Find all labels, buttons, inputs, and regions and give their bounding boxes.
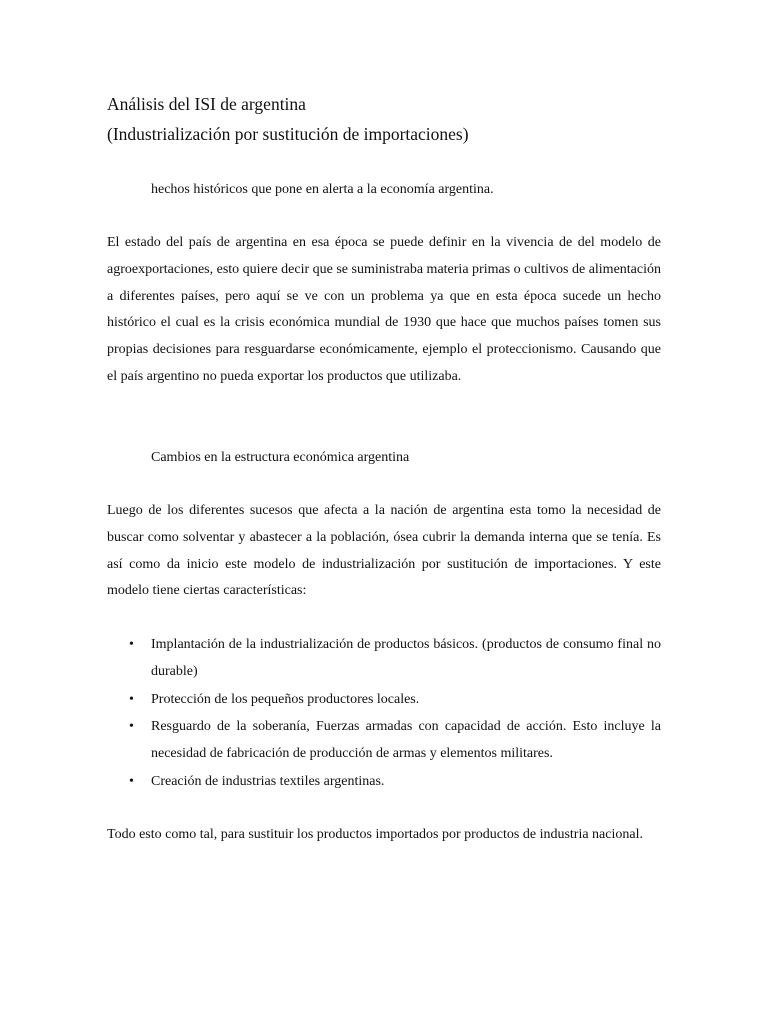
paragraph-economic-changes: Luego de los diferentes sucesos que afecta a la nación de argentina esta tomo la necesidad de buscar como solventar y abastecer a la población, ósea cubrir la demanda interna que se tenía. Es así como da inicio este modelo de industrialización por sustitución de importaciones. Y este modelo tiene ciertas características: <box>107 503 661 599</box>
document-title: Análisis del ISI de argentina <box>107 94 306 114</box>
list-item <box>107 769 661 796</box>
list-item <box>107 632 661 686</box>
list-item <box>107 714 661 768</box>
list-item-text: Creación de industrias textiles argentinas. <box>151 773 385 789</box>
bullet-icon: • <box>129 773 134 789</box>
list-item-text: Implantación de la industrialización de productos básicos. (productos de consumo final no durable) <box>151 637 661 679</box>
list-item <box>107 687 661 714</box>
section-heading-historical-events: hechos históricos que pone en alerta a la economía argentina. <box>151 182 494 197</box>
characteristics-list <box>107 632 661 797</box>
bullet-icon: • <box>129 637 134 652</box>
bullet-icon: • <box>129 719 134 735</box>
section-heading-economic-changes: Cambios en la estructura económica argentina <box>151 450 410 465</box>
paragraph-historical-context: El estado del país de argentina en esa época se puede definir en la vivencia de del modelo de agroexportaciones, esto quiere decir que se suministraba materia primas o cultivos de alimentación a diferentes países, pero aquí se ve con un problema ya que en esta época sucede un hecho histórico el cual es la crisis económica mundial de 1930 que hace que muchos países tomen sus propias decisiones para resguardarse económicamente, ejemplo el proteccionismo. Causando que el país argentino no pueda exportar los productos que utilizaba. <box>107 235 661 384</box>
bullet-icon: • <box>129 691 134 707</box>
list-item-text: Protección de los pequeños productores locales. <box>151 691 420 707</box>
document-subtitle: (Industrialización por sustitución de importaciones) <box>107 124 469 144</box>
paragraph-closing: Todo esto como tal, para sustituir los productos importados por productos de industria nacional. <box>107 827 643 842</box>
list-item-text: Resguardo de la soberanía, Fuerzas armadas con capacidad de acción. Esto incluye la necesidad de fabricación de producción de armas y elementos militares. <box>151 719 661 762</box>
